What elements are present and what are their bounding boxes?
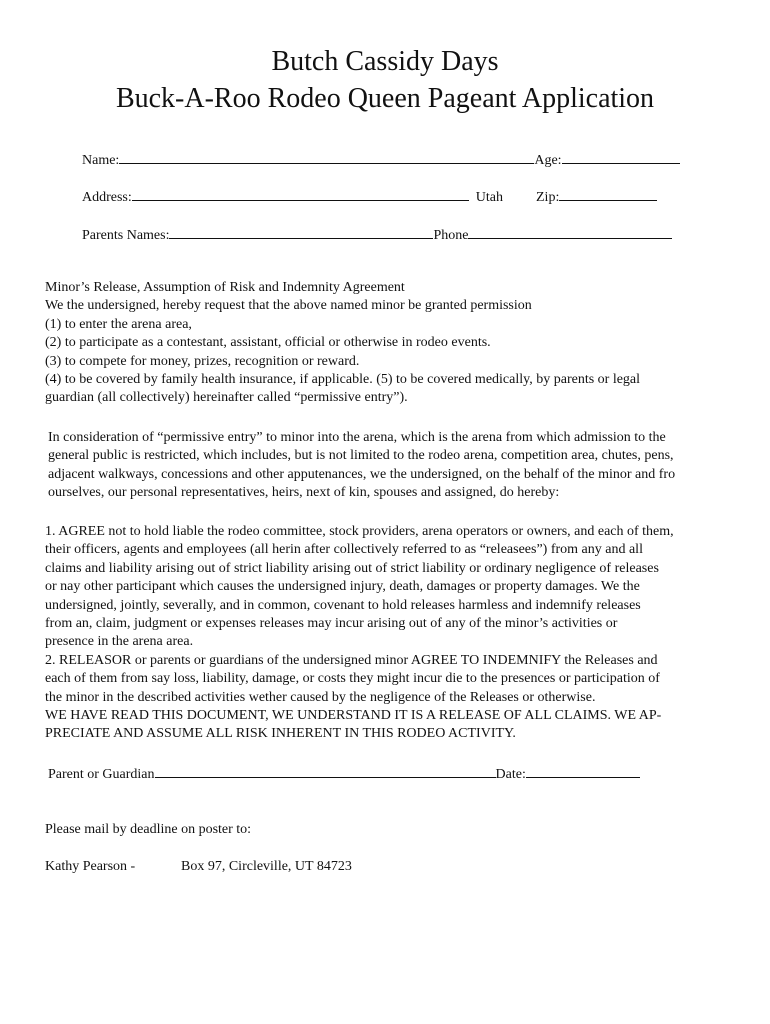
guardian-signature-field[interactable] [155, 764, 496, 778]
release-line: Minor’s Release, Assumption of Risk and Indemnity Agreement [45, 280, 405, 295]
release-line: (4) to be covered by family health insurance, if applicable. (5) to be covered medically, by parents or legal [45, 372, 641, 388]
release-line: guardian (all collectively) hereinafter called “permissive entry”). [45, 390, 408, 406]
release-line: or nay other participant which causes the undersigned injury, death, damages or property damages. We the [45, 579, 640, 595]
parents-label: Parents Names: [82, 228, 170, 243]
release-line: undersigned, jointly, severally, and in common, covenant to hold releases harmless and indemnify releases [45, 597, 641, 613]
parents-row [82, 225, 672, 245]
release-line: general public is restricted, which includes, but is not limited to the rodeo arena, competition area, chutes, pens, [48, 448, 674, 464]
release-line: WE HAVE READ THIS DOCUMENT, WE UNDERSTAND IT IS A RELEASE OF ALL CLAIMS. WE AP- [45, 708, 662, 724]
release-line: (3) to compete for money, prizes, recognition or reward. [45, 353, 360, 369]
release-line: their officers, agents and employees (all herin after collectively referred to as “releasees”) from any and all [45, 542, 643, 558]
consideration-paragraph [45, 429, 735, 503]
title-line-1: Butch Cassidy Days [271, 46, 499, 77]
contact-name: Kathy Pearson - [45, 859, 136, 874]
parents-field[interactable] [169, 225, 433, 239]
name-field[interactable] [119, 150, 534, 164]
release-line: ourselves, our personal representatives, heirs, next of kin, spouses and assigned, do hereby: [48, 485, 560, 501]
zip-label: Zip: [536, 190, 560, 205]
address-field[interactable] [132, 187, 469, 201]
address-row [82, 187, 657, 207]
release-line: the minor in the described activities wether caused by the negligence of the Releases or otherwise. [45, 689, 596, 705]
age-label: Age: [534, 153, 562, 168]
name-age-row [82, 150, 680, 170]
release-line: 1. AGREE not to hold liable the rodeo committee, stock providers, arena operators or owners, and each of them, [45, 524, 674, 539]
release-line: each of them from say loss, liability, damage, or costs they might incur die to the presences or participation of [45, 671, 660, 687]
release-line: PRECIATE AND ASSUME ALL RISK INHERENT IN THIS RODEO ACTIVITY. [45, 726, 516, 742]
release-line: presence in the arena area. [45, 634, 194, 650]
release-line: 2. RELEASOR or parents or guardians of the undersigned minor AGREE TO INDEMNIFY the Releases and [45, 652, 658, 668]
signature-row [48, 764, 640, 784]
release-line: claims and liability arising out of strict liability arising out of strict liability or ordinary negligence of releases [45, 560, 659, 576]
age-field[interactable] [562, 150, 680, 164]
release-line: from an, claim, judgment or expenses releases may incur arising out of any of the minor’s activities or [45, 616, 618, 632]
release-line: adjacent walkways, concessions and other apputenances, we the undersigned, on the behalf of the minor and fro [48, 466, 676, 482]
state-text: Utah [475, 190, 503, 205]
release-line: We the undersigned, hereby request that the above named minor be granted permission [45, 298, 532, 314]
mail-instruction: Please mail by deadline on poster to: [45, 822, 252, 837]
contact-address: Box 97, Circleville, UT 84723 [181, 859, 352, 874]
phone-field[interactable] [468, 225, 672, 239]
name-label: Name: [82, 153, 120, 168]
date-field[interactable] [526, 764, 640, 778]
title-line-2: Buck-A-Roo Rodeo Queen Pageant Application [115, 83, 655, 114]
release-intro [45, 279, 735, 408]
release-line: (1) to enter the arena area, [45, 316, 192, 332]
release-line: In consideration of “permissive entry” to minor into the arena, which is the arena from which admission to the [48, 430, 666, 445]
agreement-paragraph [45, 523, 735, 744]
date-label: Date: [495, 767, 526, 782]
zip-field[interactable] [559, 187, 657, 201]
address-label: Address: [82, 190, 132, 205]
release-line: (2) to participate as a contestant, assistant, official or otherwise in rodeo events. [45, 335, 491, 351]
phone-label: Phone [433, 228, 469, 243]
guardian-label: Parent or Guardian [48, 767, 155, 782]
mail-contact [45, 858, 352, 876]
